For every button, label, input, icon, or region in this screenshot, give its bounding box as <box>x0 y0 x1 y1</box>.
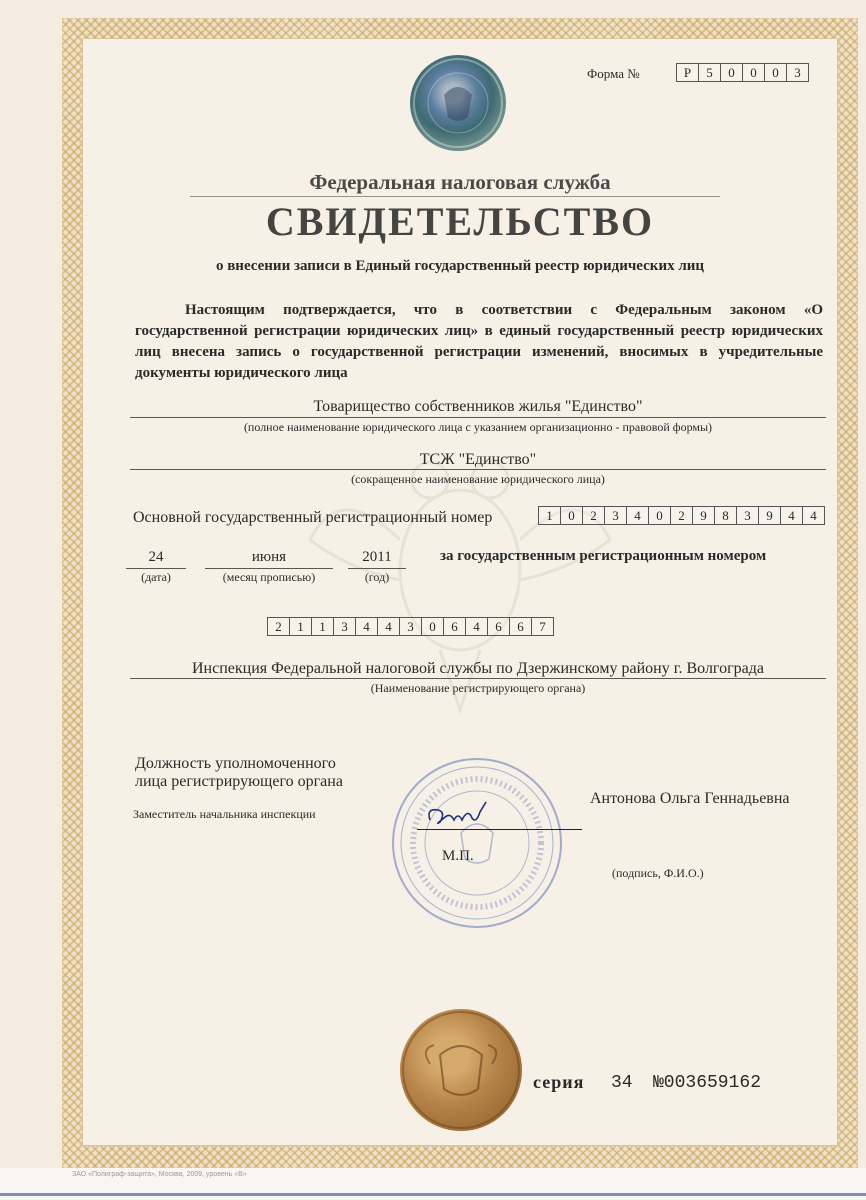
divider <box>130 417 826 418</box>
signature-caption: (подпись, Ф.И.О.) <box>612 866 704 880</box>
signatory-fio: Антонова Ольга Геннадьевна <box>590 790 790 807</box>
series-label: серия <box>533 1072 585 1092</box>
divider <box>348 568 406 569</box>
digit-box: 0 <box>742 63 765 82</box>
digit-box: 3 <box>786 63 809 82</box>
date-year: 2011 <box>362 549 392 565</box>
date-month-caption: (месяц прописью) <box>222 570 316 584</box>
ogrn-boxes <box>539 506 825 525</box>
position-label-line: лица регистрирующего органа <box>135 773 343 790</box>
divider <box>130 469 826 470</box>
form-code-boxes <box>677 63 809 82</box>
digit-box: 4 <box>626 506 649 525</box>
digit-box: 4 <box>780 506 803 525</box>
divider <box>130 678 826 679</box>
digit-box: 3 <box>604 506 627 525</box>
service-name: Федеральная налоговая служба <box>309 170 611 194</box>
date-day: 24 <box>148 549 164 565</box>
signatory-position: Заместитель начальника инспекции <box>133 807 316 821</box>
org-short-name: ТСЖ "Единство" <box>419 451 537 468</box>
digit-box: 0 <box>560 506 583 525</box>
divider <box>0 1193 866 1196</box>
digit-box: 7 <box>531 617 554 636</box>
series-number: 34 <box>611 1073 633 1093</box>
date-month: июня <box>251 549 287 565</box>
digit-box: 1 <box>538 506 561 525</box>
digit-box: 4 <box>377 617 400 636</box>
form-number-label: Форма № <box>587 66 640 81</box>
document-title: СВИДЕТЕЛЬСТВО <box>265 199 655 244</box>
digit-box: 1 <box>311 617 334 636</box>
official-stamp-icon <box>389 755 565 931</box>
date-year-caption: (год) <box>364 570 390 584</box>
digit-box: 2 <box>670 506 693 525</box>
divider <box>126 568 186 569</box>
position-label-line: Должность уполномоченного <box>135 755 336 772</box>
digit-box: 4 <box>802 506 825 525</box>
divider <box>205 568 333 569</box>
digit-box: 6 <box>443 617 466 636</box>
digit-box: 3 <box>736 506 759 525</box>
digit-box: 4 <box>465 617 488 636</box>
digit-box: 3 <box>399 617 422 636</box>
hologram-emblem-icon <box>410 55 506 151</box>
certification-text: Настоящим подтверждается, что в соответствии с Федеральным законом «О государственной регистрации юридических лиц» в единый государственный реестр юридических лиц внесена запись о государственной регистрации изменений, вносимых в учредительные документы юридического лица <box>135 302 823 381</box>
grn-label: за государственным регистрационным номером <box>440 548 767 564</box>
org-short-name-caption: (сокращенное наименование юридического лица) <box>351 472 605 486</box>
digit-box: 6 <box>487 617 510 636</box>
org-full-name: Товарищество собственников жилья "Единство" <box>313 398 643 415</box>
grn-boxes <box>268 617 554 636</box>
digit-box: 0 <box>421 617 444 636</box>
digit-box: 4 <box>355 617 378 636</box>
digit-box: 5 <box>698 63 721 82</box>
digit-box: 2 <box>267 617 290 636</box>
serial-number: №003659162 <box>653 1073 762 1093</box>
digit-box: 0 <box>648 506 671 525</box>
digit-box: 9 <box>692 506 715 525</box>
digit-box: 3 <box>333 617 356 636</box>
digit-box: Р <box>676 63 699 82</box>
authority-name: Инспекция Федеральной налоговой службы по Дзержинскому району г. Волгограда <box>192 660 764 677</box>
digit-box: 2 <box>582 506 605 525</box>
digit-box: 1 <box>289 617 312 636</box>
digit-box: 8 <box>714 506 737 525</box>
document-subtitle: о внесении записи в Единый государственный реестр юридических лиц <box>215 258 705 274</box>
divider <box>190 196 720 197</box>
ogrn-label: Основной государственный регистрационный номер <box>133 509 493 526</box>
signature-icon <box>424 798 494 830</box>
digit-box: 9 <box>758 506 781 525</box>
signature-line <box>417 829 582 830</box>
seal-place-label: М.П. <box>442 848 474 864</box>
position-label <box>135 755 343 791</box>
printer-imprint: ЗАО «Полиграф-защита», Москва, 2009, уровень «В» <box>72 1171 247 1178</box>
digit-box: 6 <box>509 617 532 636</box>
org-full-name-caption: (полное наименование юридического лица с указанием организационно - правовой формы) <box>243 420 713 434</box>
authority-caption: (Наименование регистрирующего органа) <box>370 681 586 695</box>
gold-seal-icon <box>400 1009 522 1131</box>
digit-box: 0 <box>720 63 743 82</box>
digit-box: 0 <box>764 63 787 82</box>
date-day-caption: (дата) <box>141 570 171 584</box>
